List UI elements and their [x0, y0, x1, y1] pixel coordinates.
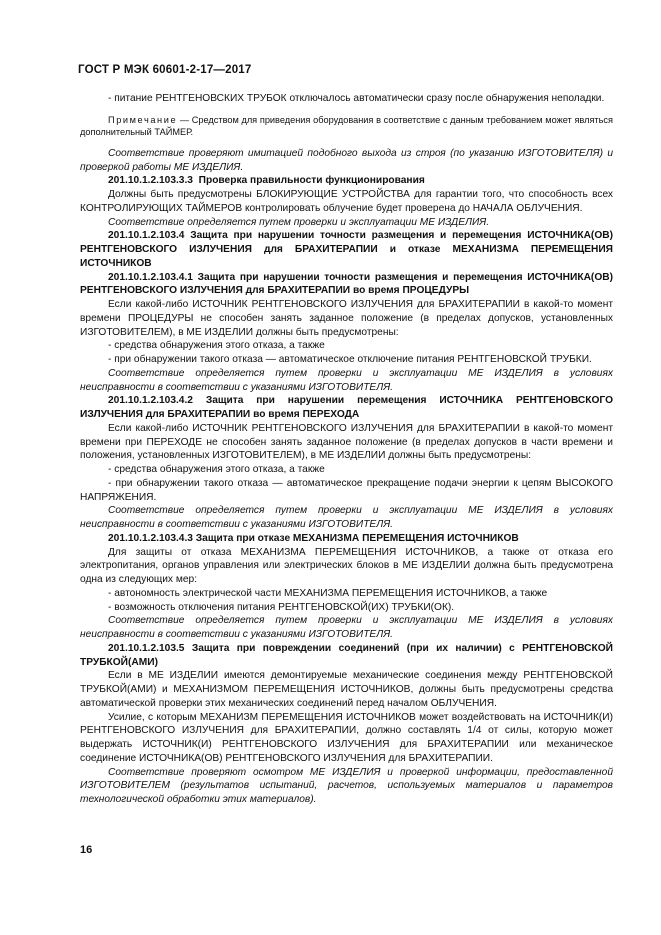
- section-heading: 201.10.1.2.103.4.3 Защита при отказе МЕХАНИЗМА ПЕРЕМЕЩЕНИЯ ИСТОЧНИКОВ: [108, 532, 519, 544]
- compliance-text: Соответствие проверяют имитацией подобного выхода из строя (по указанию ИЗГОТОВИТЕЛЯ) и проверкой работы МЕ ИЗДЕЛИЯ.: [80, 147, 613, 173]
- section-number: 201.10.1.2.103.3.3: [108, 175, 193, 187]
- paragraph: Должны быть предусмотрены БЛОКИРУЮЩИЕ УСТРОЙСТВА для гарантии того, что способность всех КОНТРОЛИРУЮЩИХ ТАЙМЕРОВ контролировать облучение будет проверена до НАЧАЛА ОБЛУЧЕНИЯ.: [80, 189, 613, 214]
- page-number: 16: [80, 844, 93, 856]
- section-heading: 201.10.1.2.103.4.2 Защита при нарушении перемещения ИСТОЧНИКА РЕНТГЕНОВСКОГО ИЗЛУЧЕНИЯ для БРАХИТЕРАПИИ во время ПЕРЕХОДА: [80, 395, 613, 420]
- paragraph: Для защиты от отказа МЕХАНИЗМА ПЕРЕМЕЩЕНИЯ ИСТОЧНИКОВ, а также от отказа его электропитания, органов управления или электрических блоков в МЕ ИЗДЕЛИИ должна быть предусмотрена одна из следующих мер:: [80, 546, 613, 585]
- section-heading: 201.10.1.2.103.5 Защита при повреждении соединений (при их наличии) с РЕНТГЕНОВСКОЙ ТРУБКОЙ(АМИ): [80, 642, 613, 668]
- compliance-text: Соответствие определяется путем проверки и эксплуатации МЕ ИЗДЕЛИЯ.: [108, 216, 490, 228]
- paragraph: Если какой-либо ИСТОЧНИК РЕНТГЕНОВСКОГО ИЗЛУЧЕНИЯ для БРАХИТЕРАПИИ в какой-то момент времени ПРОЦЕДУРЫ не способен занять заданное положение (в пределах допусков, установленных ИЗГОТОВИТЕЛЕМ), в МЕ ИЗДЕЛИИ должны быть предусмотрены:: [80, 299, 613, 338]
- paragraph: Если в МЕ ИЗДЕЛИИ имеются демонтируемые механические соединения между РЕНТГЕНОВСКОЙ ТРУБКОЙ(АМИ) и МЕХАНИЗМОМ ПЕРЕМЕЩЕНИЯ ИСТОЧНИКОВ, должны быть предусмотрены средства автоматической проверки этих механических соединений перед началом ОБЛУЧЕНИЯ.: [80, 670, 613, 709]
- document-body: [80, 92, 613, 807]
- list-item: - средства обнаружения этого отказа, а также: [108, 340, 325, 352]
- section-heading: 201.10.1.2.103.4.1 Защита при нарушении точности размещения и перемещения ИСТОЧНИКА(ОВ) РЕНТГЕНОВСКОГО ИЗЛУЧЕНИЯ для БРАХИТЕРАПИИ во время ПРОЦЕДУРЫ: [80, 271, 613, 297]
- compliance-text: Соответствие определяется путем проверки и эксплуатации МЕ ИЗДЕЛИЯ в условиях неисправности в соответствии с указаниями ИЗГОТОВИТЕЛЯ.: [80, 505, 613, 530]
- paragraph: Если какой-либо ИСТОЧНИК РЕНТГЕНОВСКОГО ИЗЛУЧЕНИЯ для БРАХИТЕРАПИИ в какой-то момент времени при ПЕРЕХОДЕ не способен занять заданное положение (в пределах допусков в части времени и положения, установленных ИЗГОТОВИТЕЛЕМ), в МЕ ИЗДЕЛИИ должны быть предусмотрены:: [80, 422, 613, 462]
- section-heading: 201.10.1.2.103.4 Защита при нарушении точности размещения и перемещения ИСТОЧНИКА(ОВ) РЕНТГЕНОВСКОГО ИЗЛУЧЕНИЯ для БРАХИТЕРАПИИ и отказе МЕХАНИЗМА ПЕРЕМЕЩЕНИЯ ИСТОЧНИКОВ: [80, 230, 613, 269]
- list-item: - средства обнаружения этого отказа, а также: [108, 464, 325, 475]
- compliance-text: Соответствие проверяют осмотром МЕ ИЗДЕЛИЯ и проверкой информации, предоставленной ИЗГОТОВИТЕЛЕМ (результатов испытаний, расчетов, используемых материалов и параметров технологической обработки этих материалов).: [80, 766, 613, 805]
- note-text: — Средством для приведения оборудования в соответствие с данным требованием может являться дополнительный ТАЙМЕР.: [80, 114, 613, 138]
- list-item: - возможность отключения питания РЕНТГЕНОВСКОЙ(ИХ) ТРУБКИ(ОК).: [108, 601, 455, 613]
- list-item: - при обнаружении такого отказа — автоматическое отключение питания РЕНТГЕНОВСКОЙ ТРУБКИ.: [108, 354, 592, 365]
- compliance-text: Соответствие определяется путем проверки и эксплуатации МЕ ИЗДЕЛИЯ в условиях неисправности в соответствии с указаниями ИЗГОТОВИТЕЛЯ.: [80, 615, 613, 640]
- section-heading: [80, 174, 613, 188]
- note: [80, 114, 613, 139]
- compliance-text: Соответствие определяется путем проверки и эксплуатации МЕ ИЗДЕЛИЯ в условиях неисправности в соответствии с указаниями ИЗГОТОВИТЕЛЯ.: [80, 367, 613, 393]
- paragraph: Усилие, с которым МЕХАНИЗМ ПЕРЕМЕЩЕНИЯ ИСТОЧНИКОВ может воздействовать на ИСТОЧНИК(И) РЕНТГЕНОВСКОГО ИЗЛУЧЕНИЯ для БРАХИТЕРАПИИ, должно составлять 1/4 от силы, которую может выдержать ИСТОЧНИК(И) РЕНТГЕНОВСКОГО ИЗЛУЧЕНИЯ для БРАХИТЕРАПИИ или механическое соединение ИСТОЧНИКА(ОВ) РЕНТГЕНОВСКОГО ИЗЛУЧЕНИЯ для БРАХИТЕРАПИИ.: [80, 711, 613, 764]
- list-item: - автономность электрической части МЕХАНИЗМА ПЕРЕМЕЩЕНИЯ ИСТОЧНИКОВ, а также: [108, 587, 548, 599]
- list-item: - при обнаружении такого отказа — автоматическое прекращение подачи энергии к цепям ВЫСОКОГО НАПРЯЖЕНИЯ.: [80, 477, 613, 503]
- section-title: Проверка правильности функционирования: [198, 175, 425, 187]
- document-header: ГОСТ Р МЭК 60601-2-17—2017: [78, 64, 252, 76]
- paragraph: - питание РЕНТГЕНОВСКИХ ТРУБОК отключалось автоматически сразу после обнаружения неполадки.: [108, 93, 605, 104]
- note-label: Примечание: [108, 114, 178, 125]
